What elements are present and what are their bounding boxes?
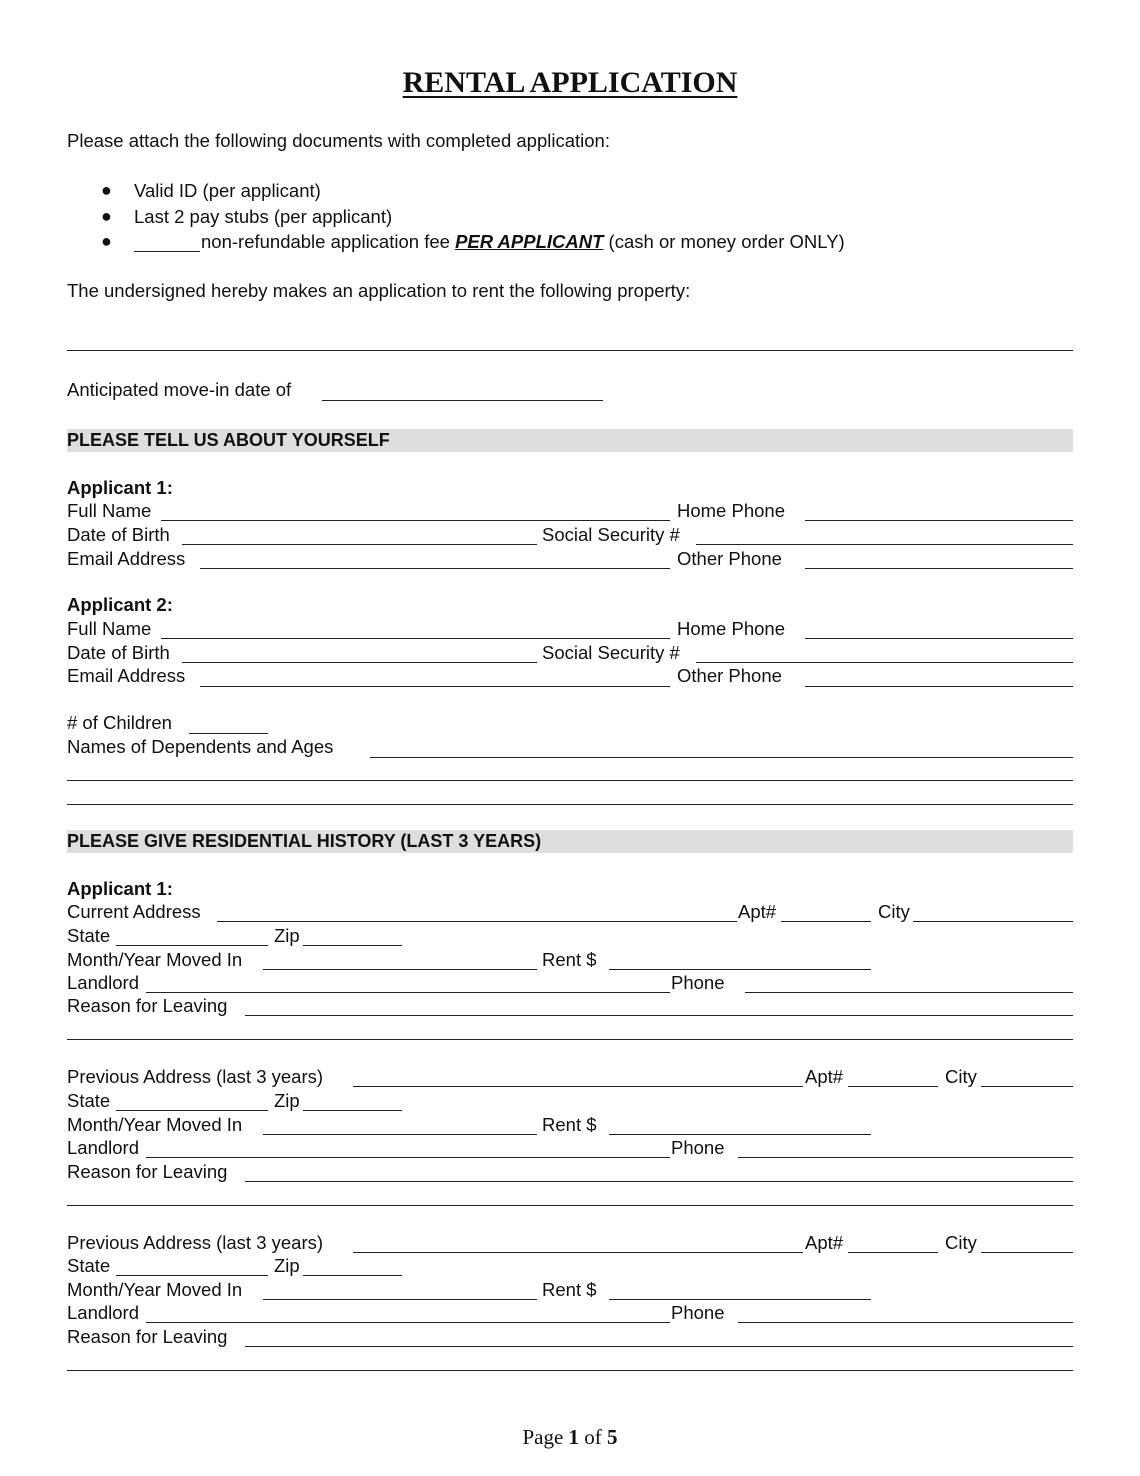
phone-label: Phone [671,1302,725,1323]
current-reason-field-line2[interactable] [67,1039,1073,1040]
a2-home-phone-field[interactable] [805,638,1073,639]
current-address-field[interactable] [217,921,737,922]
previous-address-label: Previous Address (last 3 years) [67,1232,324,1253]
state-label: State [67,1255,111,1276]
dependents-field-line2[interactable] [67,780,1073,781]
apt-label: Apt# [738,901,777,922]
intro-text: Please attach the following documents with completed application: [67,130,610,151]
prev2-state-field[interactable] [116,1275,268,1276]
prev2-address-field[interactable] [353,1252,803,1253]
apt-label: Apt# [805,1066,844,1087]
page-number: Page 1 of 5 [522,1425,618,1449]
home-phone-label: Home Phone [677,618,785,639]
home-phone-label: Home Phone [677,500,785,521]
rent-label: Rent $ [542,1114,597,1135]
prev1-address-field[interactable] [353,1086,803,1087]
doc-item: Valid ID (per applicant) [134,180,321,201]
phone-label: Phone [671,972,725,993]
moved-in-label: Month/Year Moved In [67,1114,243,1135]
a2-ssn-field[interactable] [696,662,1073,663]
children-field[interactable] [189,733,268,734]
current-city-field[interactable] [913,921,1073,922]
a1-full-name-field[interactable] [161,520,670,521]
a2-dob-field[interactable] [182,662,537,663]
current-rent-field[interactable] [609,969,871,970]
bullet-icon: ● [101,180,112,200]
history-applicant1-heading: Applicant 1: [67,878,173,899]
current-landlord-phone-field[interactable] [745,992,1073,993]
fee-amount-field[interactable] [134,251,200,252]
prev1-state-field[interactable] [116,1110,268,1111]
prev2-zip-field[interactable] [303,1275,402,1276]
phone-label: Phone [671,1137,725,1158]
move-in-label: Anticipated move-in date of [67,379,292,400]
prev2-city-field[interactable] [981,1252,1073,1253]
prev1-reason-field-line2[interactable] [67,1205,1073,1206]
current-address-label: Current Address [67,901,201,922]
reason-label: Reason for Leaving [67,1161,228,1182]
a2-email-field[interactable] [200,686,670,687]
current-moved-in-field[interactable] [263,969,537,970]
state-label: State [67,1090,111,1111]
moved-in-label: Month/Year Moved In [67,949,243,970]
current-state-field[interactable] [116,945,268,946]
doc-item-fee: non-refundable application fee PER APPLICANT (cash or money order ONLY) [201,231,845,252]
dependents-label: Names of Dependents and Ages [67,736,334,757]
prev2-reason-field[interactable] [245,1346,1073,1347]
reason-label: Reason for Leaving [67,1326,228,1347]
page-title: RENTAL APPLICATION [402,66,738,99]
landlord-label: Landlord [67,1302,140,1323]
city-label: City [878,901,910,922]
prev2-landlord-field[interactable] [146,1322,670,1323]
prev1-reason-field[interactable] [245,1181,1073,1182]
rent-label: Rent $ [542,949,597,970]
prev1-apt-field[interactable] [848,1086,938,1087]
property-prompt: The undersigned hereby makes an application to rent the following property: [67,280,691,301]
children-label: # of Children [67,712,172,733]
prev1-landlord-field[interactable] [146,1157,670,1158]
other-phone-label: Other Phone [677,548,782,569]
a1-dob-field[interactable] [182,544,537,545]
dob-label: Date of Birth [67,524,170,545]
a2-full-name-field[interactable] [161,638,670,639]
full-name-label: Full Name [67,618,152,639]
current-zip-field[interactable] [303,945,402,946]
apt-label: Apt# [805,1232,844,1253]
section-header-history: PLEASE GIVE RESIDENTIAL HISTORY (LAST 3 YEARS) [67,830,1073,853]
email-label: Email Address [67,548,186,569]
applicant2-heading: Applicant 2: [67,594,173,615]
prev1-moved-in-field[interactable] [263,1134,537,1135]
landlord-label: Landlord [67,1137,140,1158]
prev1-city-field[interactable] [981,1086,1073,1087]
full-name-label: Full Name [67,500,152,521]
prev2-moved-in-field[interactable] [263,1299,537,1300]
state-label: State [67,925,111,946]
dependents-field-line3[interactable] [67,804,1073,805]
property-field[interactable] [67,350,1073,351]
a2-other-phone-field[interactable] [805,686,1073,687]
a1-home-phone-field[interactable] [805,520,1073,521]
prev2-reason-field-line2[interactable] [67,1370,1073,1371]
prev1-landlord-phone-field[interactable] [738,1157,1073,1158]
other-phone-label: Other Phone [677,665,782,686]
applicant1-heading: Applicant 1: [67,477,173,498]
zip-label: Zip [274,925,300,946]
a1-other-phone-field[interactable] [805,568,1073,569]
zip-label: Zip [274,1090,300,1111]
current-reason-field[interactable] [245,1015,1073,1016]
city-label: City [945,1066,977,1087]
a1-ssn-field[interactable] [696,544,1073,545]
ssn-label: Social Security # [542,524,680,545]
city-label: City [945,1232,977,1253]
prev2-landlord-phone-field[interactable] [738,1322,1073,1323]
current-landlord-field[interactable] [146,992,670,993]
prev2-rent-field[interactable] [609,1299,871,1300]
move-in-field[interactable] [322,400,603,401]
doc-item: Last 2 pay stubs (per applicant) [134,206,393,227]
current-apt-field[interactable] [781,921,871,922]
bullet-icon: ● [101,231,112,251]
zip-label: Zip [274,1255,300,1276]
prev1-zip-field[interactable] [303,1110,402,1111]
landlord-label: Landlord [67,972,140,993]
rent-label: Rent $ [542,1279,597,1300]
dob-label: Date of Birth [67,642,170,663]
section-header-about: PLEASE TELL US ABOUT YOURSELF [67,429,1073,452]
previous-address-label: Previous Address (last 3 years) [67,1066,324,1087]
a1-email-field[interactable] [200,568,670,569]
ssn-label: Social Security # [542,642,680,663]
bullet-icon: ● [101,206,112,226]
prev2-apt-field[interactable] [848,1252,938,1253]
email-label: Email Address [67,665,186,686]
dependents-field[interactable] [370,757,1073,758]
reason-label: Reason for Leaving [67,995,228,1016]
prev1-rent-field[interactable] [609,1134,871,1135]
moved-in-label: Month/Year Moved In [67,1279,243,1300]
